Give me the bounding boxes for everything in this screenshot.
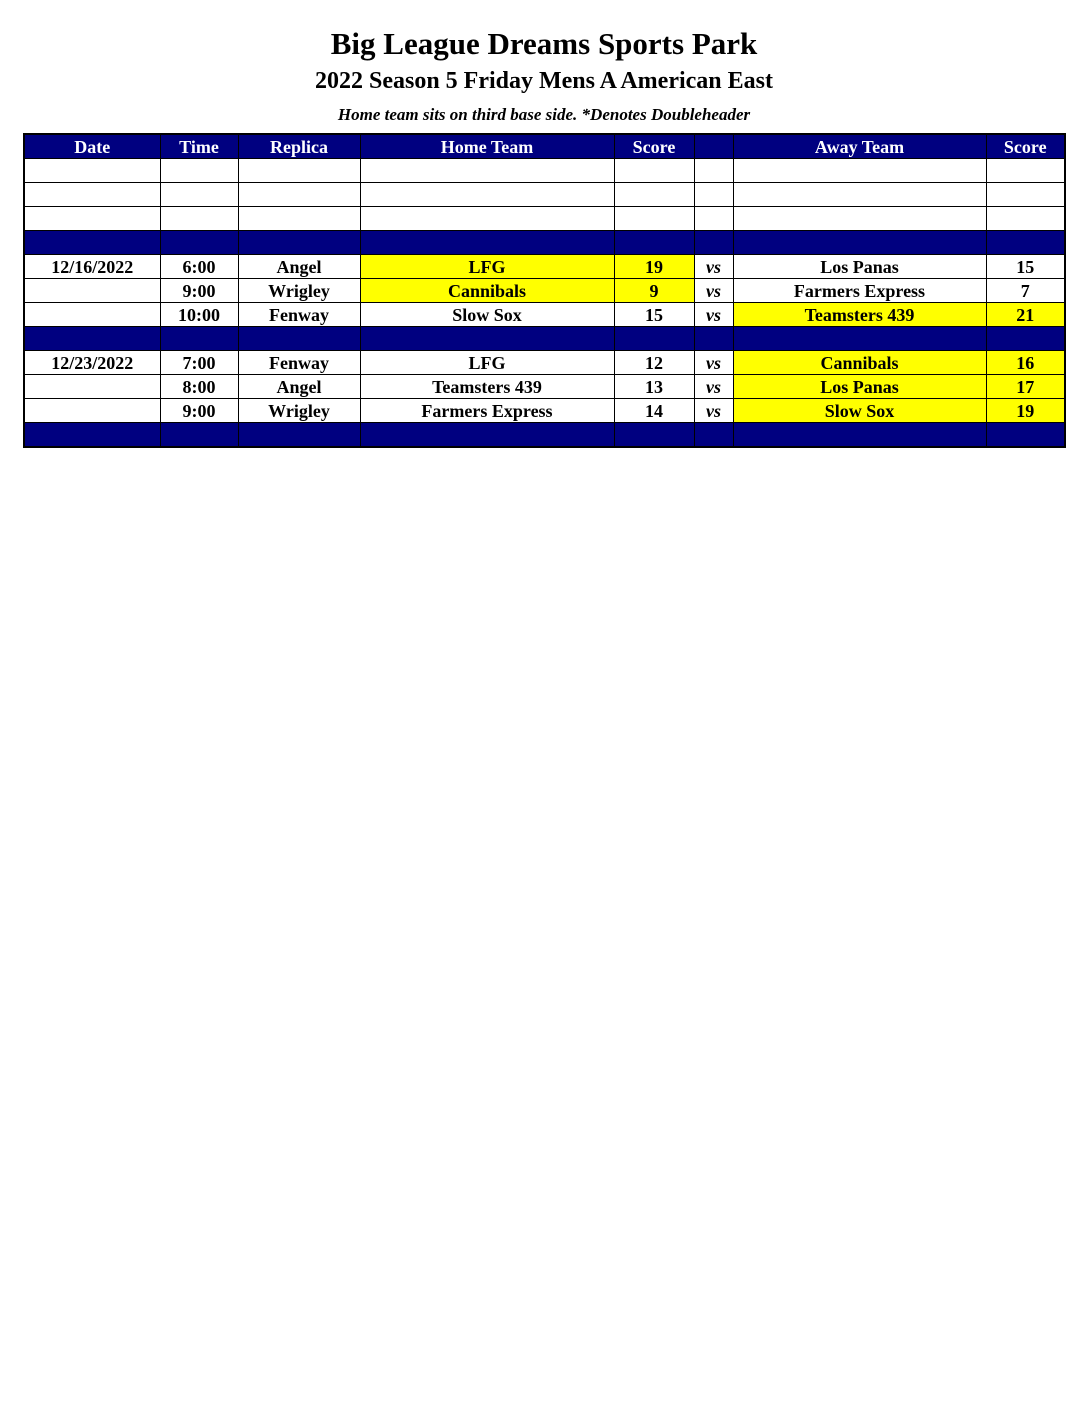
table-header-row bbox=[24, 134, 1065, 159]
replica-cell: Wrigley bbox=[238, 279, 360, 303]
table-body bbox=[24, 159, 1065, 448]
vs-cell bbox=[694, 207, 733, 231]
blank-row bbox=[24, 183, 1065, 207]
home-score-cell: 15 bbox=[614, 303, 694, 327]
time-cell: 10:00 bbox=[160, 303, 238, 327]
blank-row bbox=[24, 207, 1065, 231]
date-cell bbox=[24, 207, 160, 231]
home-score-cell: 9 bbox=[614, 279, 694, 303]
vs-cell: vs bbox=[694, 399, 733, 423]
vs-cell: vs bbox=[694, 255, 733, 279]
vs-cell bbox=[694, 183, 733, 207]
home-team-cell: Slow Sox bbox=[360, 303, 614, 327]
replica-cell: Fenway bbox=[238, 303, 360, 327]
vs-cell: vs bbox=[694, 279, 733, 303]
column-header-date: Date bbox=[24, 134, 160, 159]
blank-row bbox=[24, 159, 1065, 183]
home-team-cell bbox=[360, 327, 614, 351]
date-cell: 12/16/2022 bbox=[24, 255, 160, 279]
table-row bbox=[24, 279, 1065, 303]
separator-row bbox=[24, 327, 1065, 351]
home-team-cell: LFG bbox=[360, 351, 614, 375]
vs-cell bbox=[694, 423, 733, 448]
vs-cell: vs bbox=[694, 351, 733, 375]
away-score-cell: 17 bbox=[986, 375, 1065, 399]
replica-cell bbox=[238, 207, 360, 231]
replica-cell: Wrigley bbox=[238, 399, 360, 423]
column-header-home-score: Score bbox=[614, 134, 694, 159]
replica-cell bbox=[238, 327, 360, 351]
home-team-cell: Farmers Express bbox=[360, 399, 614, 423]
home-score-cell: 12 bbox=[614, 351, 694, 375]
away-score-cell: 21 bbox=[986, 303, 1065, 327]
date-cell bbox=[24, 327, 160, 351]
column-header-replica: Replica bbox=[238, 134, 360, 159]
column-header-away-score: Score bbox=[986, 134, 1065, 159]
home-score-cell: 19 bbox=[614, 255, 694, 279]
time-cell bbox=[160, 327, 238, 351]
away-score-cell: 16 bbox=[986, 351, 1065, 375]
away-score-cell bbox=[986, 423, 1065, 448]
home-team-cell bbox=[360, 231, 614, 255]
away-score-cell: 15 bbox=[986, 255, 1065, 279]
replica-cell bbox=[238, 423, 360, 448]
replica-cell bbox=[238, 183, 360, 207]
table-row bbox=[24, 303, 1065, 327]
home-score-cell bbox=[614, 327, 694, 351]
away-team-cell bbox=[733, 423, 986, 448]
date-cell bbox=[24, 303, 160, 327]
schedule-table bbox=[23, 133, 1066, 448]
home-score-cell bbox=[614, 423, 694, 448]
home-team-cell bbox=[360, 423, 614, 448]
away-score-cell bbox=[986, 159, 1065, 183]
home-team-cell: LFG bbox=[360, 255, 614, 279]
date-cell bbox=[24, 375, 160, 399]
column-header-home-team: Home Team bbox=[360, 134, 614, 159]
away-team-cell: Cannibals bbox=[733, 351, 986, 375]
date-cell bbox=[24, 231, 160, 255]
time-cell: 6:00 bbox=[160, 255, 238, 279]
away-team-cell bbox=[733, 231, 986, 255]
home-score-cell bbox=[614, 207, 694, 231]
home-team-cell: Cannibals bbox=[360, 279, 614, 303]
date-cell bbox=[24, 399, 160, 423]
replica-cell: Angel bbox=[238, 375, 360, 399]
away-team-cell bbox=[733, 207, 986, 231]
replica-cell: Fenway bbox=[238, 351, 360, 375]
vs-cell: vs bbox=[694, 303, 733, 327]
page-title: Big League Dreams Sports Park bbox=[330, 26, 758, 61]
column-header-away-team: Away Team bbox=[733, 134, 986, 159]
time-cell bbox=[160, 207, 238, 231]
date-cell bbox=[24, 279, 160, 303]
away-team-cell: Slow Sox bbox=[733, 399, 986, 423]
time-cell: 7:00 bbox=[160, 351, 238, 375]
time-cell bbox=[160, 423, 238, 448]
vs-cell bbox=[694, 159, 733, 183]
home-team-cell: Teamsters 439 bbox=[360, 375, 614, 399]
time-cell: 9:00 bbox=[160, 279, 238, 303]
home-team-cell bbox=[360, 207, 614, 231]
date-cell: 12/23/2022 bbox=[24, 351, 160, 375]
away-team-cell: Los Panas bbox=[733, 255, 986, 279]
away-score-cell bbox=[986, 231, 1065, 255]
date-cell bbox=[24, 183, 160, 207]
away-score-cell: 7 bbox=[986, 279, 1065, 303]
home-score-cell bbox=[614, 159, 694, 183]
separator-row bbox=[24, 231, 1065, 255]
home-score-cell: 14 bbox=[614, 399, 694, 423]
separator-row bbox=[24, 423, 1065, 448]
vs-cell: vs bbox=[694, 375, 733, 399]
time-cell: 9:00 bbox=[160, 399, 238, 423]
away-score-cell bbox=[986, 207, 1065, 231]
replica-cell bbox=[238, 231, 360, 255]
time-cell bbox=[160, 183, 238, 207]
time-cell: 8:00 bbox=[160, 375, 238, 399]
replica-cell bbox=[238, 159, 360, 183]
table-row bbox=[24, 255, 1065, 279]
away-team-cell: Farmers Express bbox=[733, 279, 986, 303]
table-row bbox=[24, 375, 1065, 399]
page-note: Home team sits on third base side. *Denotes Doubleheader bbox=[337, 105, 751, 124]
replica-cell: Angel bbox=[238, 255, 360, 279]
column-header-vs bbox=[694, 134, 733, 159]
away-team-cell: Teamsters 439 bbox=[733, 303, 986, 327]
away-score-cell: 19 bbox=[986, 399, 1065, 423]
home-score-cell: 13 bbox=[614, 375, 694, 399]
vs-cell bbox=[694, 327, 733, 351]
date-cell bbox=[24, 423, 160, 448]
away-team-cell bbox=[733, 327, 986, 351]
page-subtitle: 2022 Season 5 Friday Mens A American East bbox=[314, 68, 773, 94]
table-row bbox=[24, 399, 1065, 423]
away-score-cell bbox=[986, 327, 1065, 351]
away-team-cell: Los Panas bbox=[733, 375, 986, 399]
home-score-cell bbox=[614, 183, 694, 207]
table-row bbox=[24, 351, 1065, 375]
away-score-cell bbox=[986, 183, 1065, 207]
home-team-cell bbox=[360, 183, 614, 207]
vs-cell bbox=[694, 231, 733, 255]
date-cell bbox=[24, 159, 160, 183]
home-score-cell bbox=[614, 231, 694, 255]
away-team-cell bbox=[733, 159, 986, 183]
away-team-cell bbox=[733, 183, 986, 207]
time-cell bbox=[160, 231, 238, 255]
time-cell bbox=[160, 159, 238, 183]
column-header-time: Time bbox=[160, 134, 238, 159]
home-team-cell bbox=[360, 159, 614, 183]
